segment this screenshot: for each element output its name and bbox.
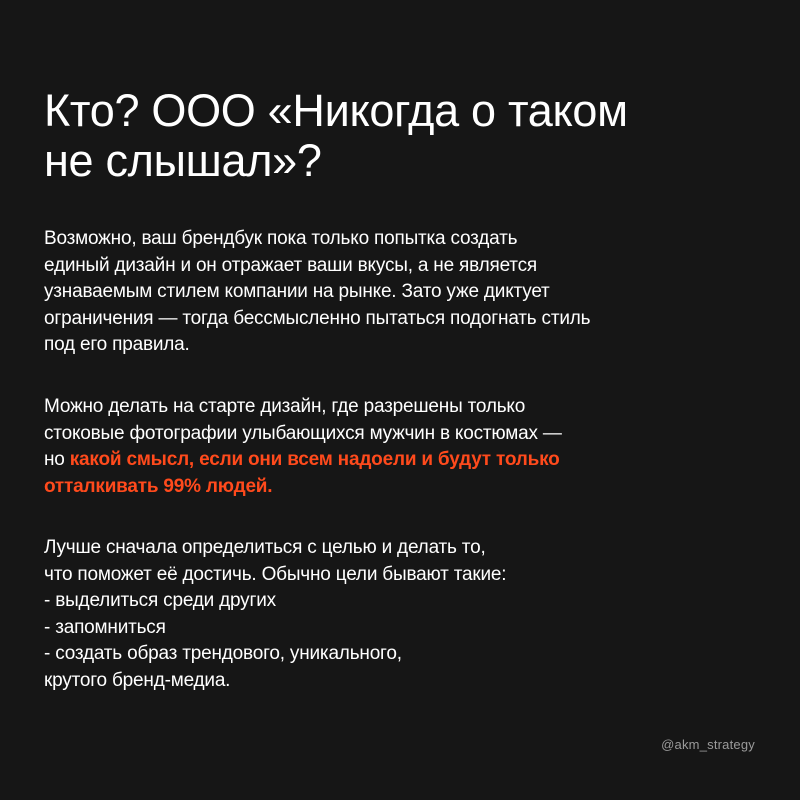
- text-prefix: но: [44, 449, 70, 470]
- author-handle: @akm_strategy: [661, 737, 755, 752]
- paragraph-stock-photos: [44, 394, 744, 500]
- text-line: стоковые фотографии улыбающихся мужчин в костюмах —: [44, 422, 562, 444]
- list-item: - создать образ трендового, уникального,: [44, 643, 402, 664]
- highlighted-text: отталкивать 99% людей.: [44, 475, 273, 497]
- text-line: [44, 447, 744, 474]
- headline-line: Кто? ООО «Никогда о таком: [44, 85, 628, 136]
- text-line: что поможет её достичь. Обычно цели бывают такие:: [44, 563, 507, 585]
- list-item-continuation: крутого бренд-медиа.: [44, 669, 231, 691]
- highlighted-text: какой смысл, если они всем надоели и будут только: [69, 449, 560, 470]
- list-item: - запомниться: [44, 616, 166, 638]
- text-line: узнаваемым стилем компании на рынке. Зато уже диктует: [44, 281, 550, 302]
- text-line: ограничения — тогда бессмысленно пытаться подогнать стиль: [44, 307, 591, 329]
- text-line: Можно делать на старте дизайн, где разрешены только: [44, 396, 526, 417]
- headline-line: не слышал»?: [44, 135, 322, 186]
- list-item: - выделиться среди других: [44, 590, 276, 611]
- headline: [44, 86, 764, 186]
- text-line: Лучше сначала определиться с целью и делать то,: [44, 537, 486, 558]
- paragraph-brandbook: [44, 226, 744, 359]
- text-line: единый дизайн и он отражает ваши вкусы, а не является: [44, 254, 537, 276]
- text-line: под его правила.: [44, 334, 190, 355]
- text-line: Возможно, ваш брендбук пока только попытка создать: [44, 228, 518, 249]
- paragraph-goals: [44, 535, 744, 694]
